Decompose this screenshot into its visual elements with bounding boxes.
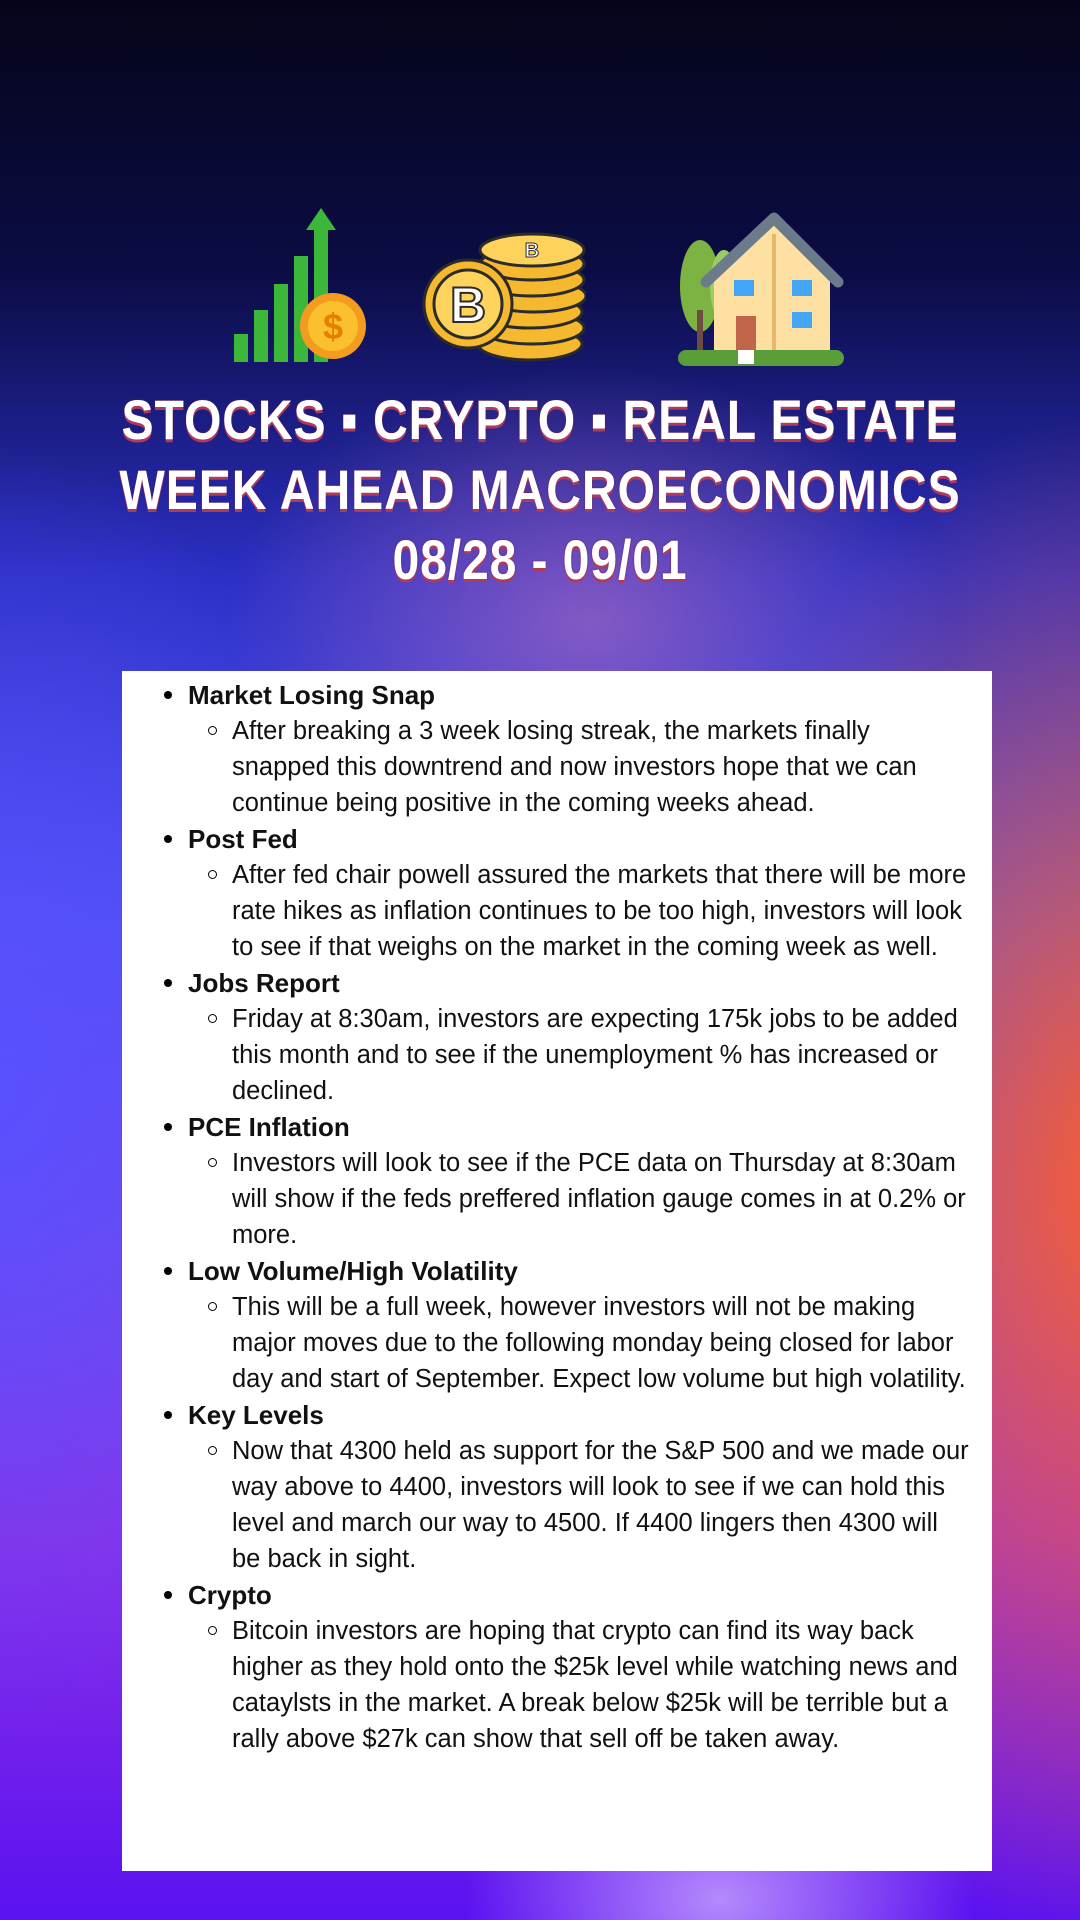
- header-icons: [0, 200, 1080, 370]
- headline-subtitle: WEEK AHEAD MACROECONOMICS: [119, 458, 961, 521]
- headline-date-range: 08/28 - 09/01: [392, 528, 688, 591]
- content-card: [122, 671, 992, 1871]
- topic-title: Key Levels: [188, 1400, 324, 1430]
- topic-detail: [188, 1289, 972, 1397]
- sub-bullet-circle: [208, 1014, 217, 1023]
- topic-detail-text: After breaking a 3 week losing streak, the markets finally snapped this downtrend and now investors hope that we can continue being positive in the coming weeks ahead.: [232, 717, 917, 817]
- topic-item-low-volume-high-volatility: [142, 1253, 972, 1397]
- topic-item-pce-inflation: [142, 1109, 972, 1253]
- topic-detail-text: Investors will look to see if the PCE data on Thursday at 8:30am will show if the feds preffered inflation gauge comes in at 0.2% or more.: [232, 1149, 966, 1249]
- topic-detail: [188, 1001, 972, 1109]
- topic-item-market-losing-snap: [142, 677, 972, 821]
- topic-detail-text: Bitcoin investors are hoping that crypto can find its way back higher as they hold onto the $25k level while watching news and cataylsts in the market. A break below $25k will be terrible but a rally above $27k can show that sell off be taken away.: [232, 1617, 958, 1753]
- topic-title: Low Volume/High Volatility: [188, 1256, 518, 1286]
- sub-bullet-circle: [208, 870, 217, 879]
- topic-detail: [188, 857, 972, 965]
- topic-item-post-fed: [142, 821, 972, 965]
- svg-text:B: B: [449, 277, 487, 333]
- topic-item-jobs-report: [142, 965, 972, 1109]
- svg-text:$: $: [322, 306, 344, 347]
- bullet-dot: [164, 1123, 172, 1131]
- bullet-dot: [164, 979, 172, 987]
- topic-list: [142, 677, 972, 1757]
- headline-categories: STOCKS ▪ CRYPTO ▪ REAL ESTATE: [121, 388, 959, 451]
- bullet-dot: [164, 1591, 172, 1599]
- headline: [0, 385, 1080, 595]
- house-icon: [678, 210, 844, 366]
- sub-bullet-circle: [208, 1158, 217, 1167]
- bullet-dot: [164, 1411, 172, 1419]
- topic-detail-text: This will be a full week, however investors will not be making major moves due to the following monday being closed for labor day and start of September. Expect low volume but high volatility.: [232, 1293, 966, 1393]
- topic-detail-text: After fed chair powell assured the markets that there will be more rate hikes as inflation continues to be too high, investors will look to see if that weighs on the market in the coming week as well.: [232, 861, 967, 961]
- topic-detail: [188, 1613, 972, 1757]
- topic-title: Market Losing Snap: [188, 680, 436, 710]
- topic-title: Jobs Report: [188, 968, 340, 998]
- topic-detail: [188, 1433, 972, 1577]
- topic-detail-text: Now that 4300 held as support for the S&P 500 and we made our way above to 4400, investors will look to see if we can hold this level and march our way to 4500. If 4400 lingers then 4300 will be back in sight.: [232, 1437, 969, 1573]
- bitcoin-coins-icon: [418, 230, 586, 366]
- svg-text:B: B: [524, 240, 540, 262]
- bullet-dot: [164, 835, 172, 843]
- bullet-dot: [164, 1267, 172, 1275]
- topic-item-key-levels: [142, 1397, 972, 1577]
- topic-detail: [188, 713, 972, 821]
- stocks-growth-icon: [230, 206, 370, 366]
- topic-detail-text: Friday at 8:30am, investors are expecting 175k jobs to be added this month and to see if the unemployment % has increased or declined.: [232, 1005, 958, 1105]
- topic-detail: [188, 1145, 972, 1253]
- topic-title: PCE Inflation: [188, 1112, 350, 1142]
- sub-bullet-circle: [208, 1446, 217, 1455]
- topic-title: Crypto: [188, 1580, 272, 1610]
- bullet-dot: [164, 691, 172, 699]
- topic-item-crypto: [142, 1577, 972, 1757]
- sub-bullet-circle: [208, 1302, 217, 1311]
- topic-title: Post Fed: [188, 824, 298, 854]
- sub-bullet-circle: [208, 726, 217, 735]
- sub-bullet-circle: [208, 1626, 217, 1635]
